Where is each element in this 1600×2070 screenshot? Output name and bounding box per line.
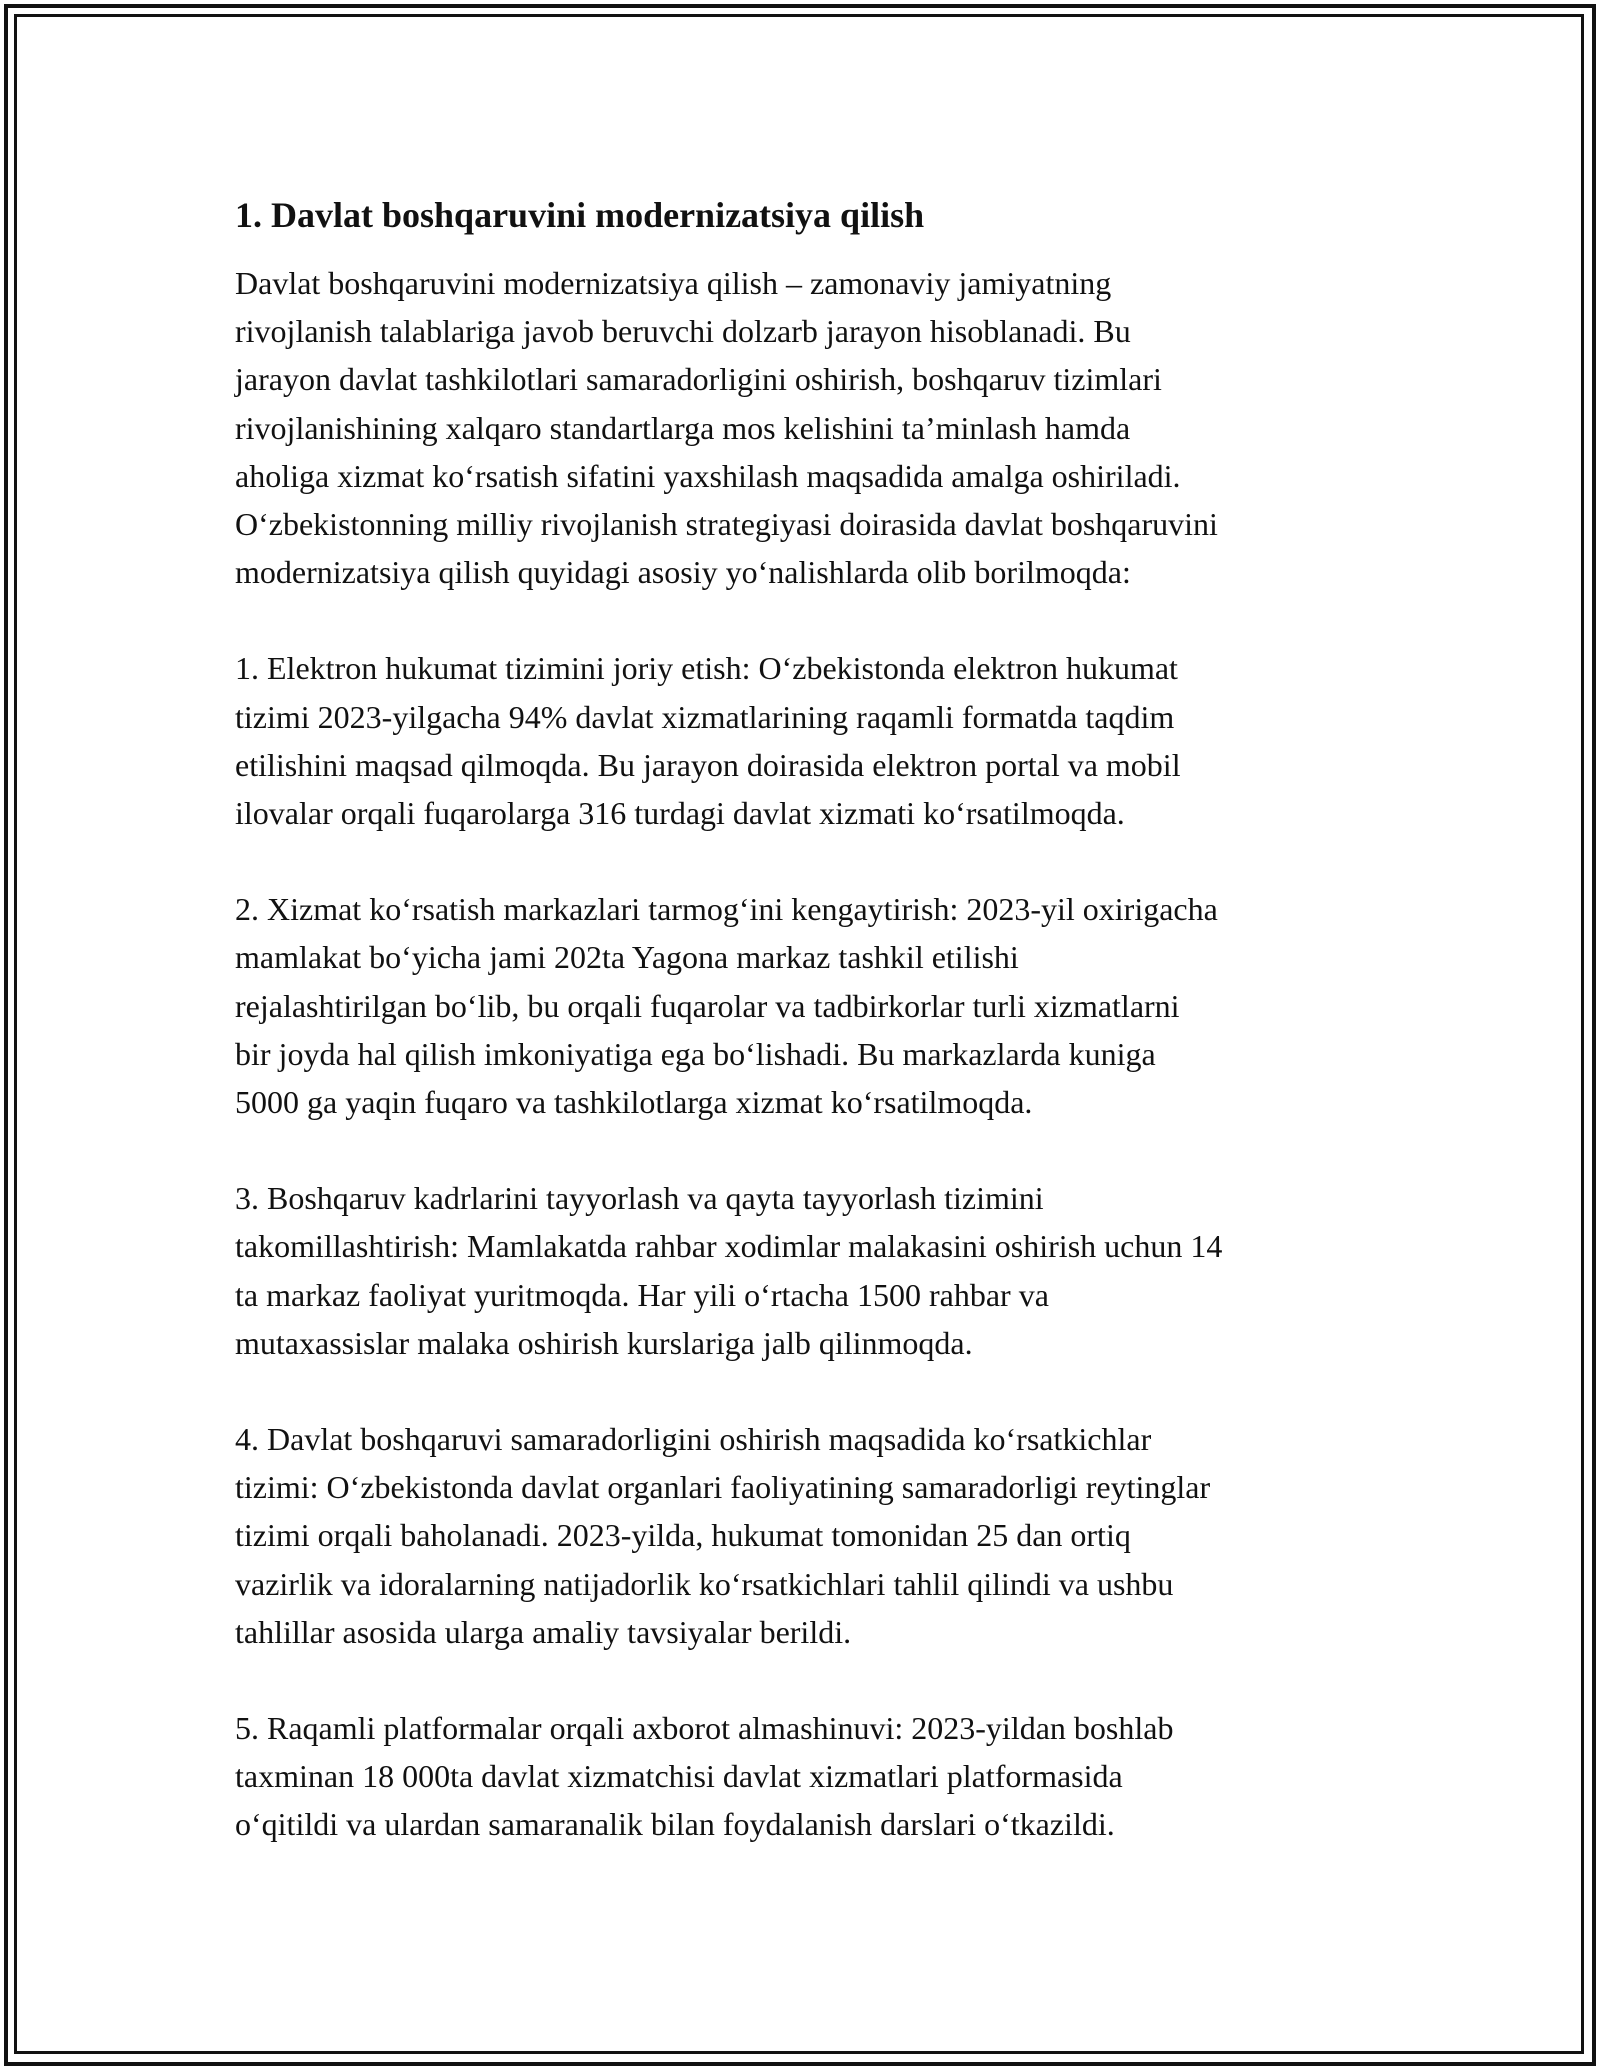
list-item-service-centers: 2. Xizmat koʻrsatish markazlari tarmogʻini kengaytirish: 2023-yil oxirigacha mamlakat boʻyicha jami 202ta Yagona markaz tashkil etilishi rejalashtirilgan boʻlib, bu orqali fuqarolar va tadbirkorlar turli xizmatlarni bir joyda hal qilish imkoniyatiga ega boʻlishadi. Bu markazlarda kuniga 5000 ga yaqin fuqaro va tashkilotlarga xizmat koʻrsatilmoqda. [235,891,1218,1121]
section-title: 1. Davlat boshqaruvini modernizatsiya qilish [235,195,925,235]
list-item-electronic-government: 1. Elektron hukumat tizimini joriy etish: Oʻzbekistonda elektron hukumat tizimi 2023-yilgacha 94% davlat xizmatlarining raqamli formatda taqdim etilishini maqsad qilmoqda. Bu jarayon doirasida elektron portal va mobil ilovalar orqali fuqarolarga 316 turdagi davlat xizmati koʻrsatilmoqda. [235,650,1181,832]
list-item-digital-platforms: 5. Raqamli platformalar orqali axborot almashinuvi: 2023-yildan boshlab taxminan 18 000ta davlat xizmatchisi davlat xizmatlari platformasida oʻqitildi va ulardan samaranalik bilan foydalanish darslari oʻtkazildi. [235,1710,1174,1843]
list-item-personnel-training: 3. Boshqaruv kadrlarini tayyorlash va qayta tayyorlash tizimini takomillashtirish: Mamlakatda rahbar xodimlar malakasini oshirish uchun 14 ta markaz faoliyat yuritmoqda. Har yili oʻrtacha 1500 rahbar va mutaxassislar malaka oshirish kurslariga jalb qilinmoqda. [235,1180,1223,1361]
intro-paragraph: Davlat boshqaruvini modernizatsiya qilish – zamonaviy jamiyatning rivojlanish talablariga javob beruvchi dolzarb jarayon hisoblanadi. Bu jarayon davlat tashkilotlari samaradorligini oshirish, boshqaruv tizimlari rivojlanishining xalqaro standartlarga mos kelishini ta’minlash hamda aholiga xizmat koʻrsatish sifatini yaxshilash maqsadida amalga oshiriladi. Oʻzbekistonning milliy rivojlanish strategiyasi doirasida davlat boshqaruvini modernizatsiya qilish quyidagi asosiy yoʻnalishlarda olib borilmoqda: [235,265,1218,591]
list-item-performance-indicators: 4. Davlat boshqaruvi samaradorligini oshirish maqsadida koʻrsatkichlar tizimi: Oʻzbekistonda davlat organlari faoliyatining samaradorligi reytinglar tizimi orqali baholanadi. 2023-yilda, hukumat tomonidan 25 dan ortiq vazirlik va idoralarning natijadorlik koʻrsatkichlari tahlil qilindi va ushbu tahlillar asosida ularga amaliy tavsiyalar berildi. [235,1421,1211,1650]
document-body [235,185,1375,1849]
